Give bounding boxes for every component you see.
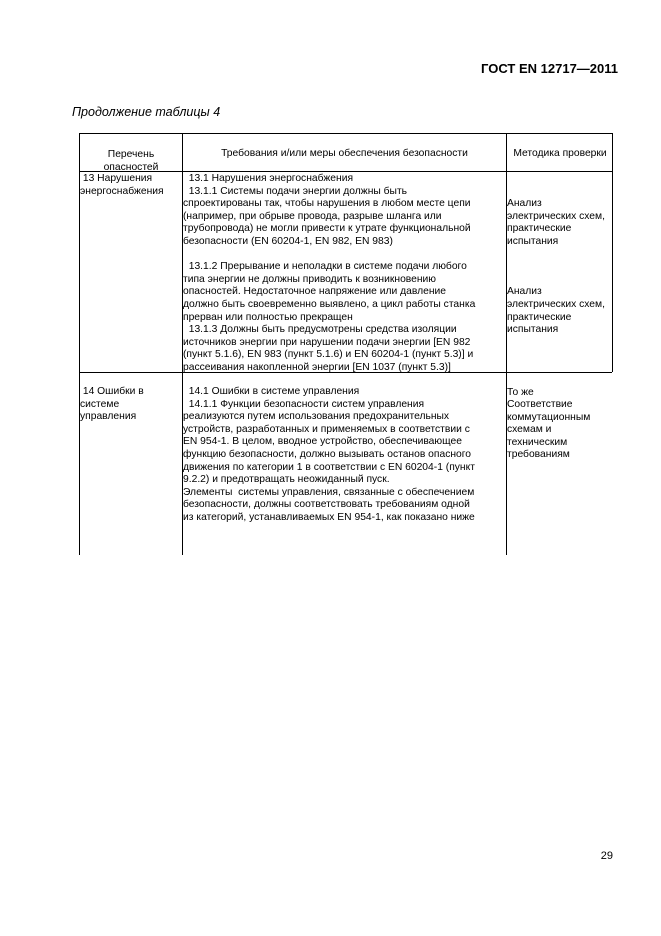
table-row-13-requirements: 13.1 Нарушения энергоснабжения 13.1.1 Системы подачи энергии должны быть спроектированы так, чтобы нарушения в любом месте цепи (например, при обрыве провода, разрыве шланга или трубопровода) не могли привести к утрате функциональной безопасности (EN 60204-1, EN 982, EN 983) 13.1.2 Прерывание и неполадки в системе подачи любого типа энергии не должны приводить к возникновению опасностей. Недостаточное напряжение или давление должно быть своевременно выявлено, а цикл работы станка прерван или полностью прекращен 13.1.3 Должны быть предусмотрены средства изоляции источников энергии при нарушении подачи энергии [EN 982 (пункт 5.1.6), EN 983 (пункт 5.1.6) и EN 60204-1 (пункт 5.3)] и рассеивания накопленной энергии [EN 1037 (пункт 5.3)] bbox=[183, 173, 476, 373]
table-continuation-caption: Продолжение таблицы 4 bbox=[72, 105, 221, 119]
table-row-14-methods: Соответствие коммутационным схемам и техническим требованиям bbox=[507, 399, 591, 461]
table-row-14-requirements: 14.1 Ошибки в системе управления 14.1.1 Функции безопасности систем управления реализуются путем использования предохранительных устройств, разработанных и применяемых в соответствии с EN 954-1. В целом, вводное устройство, обеспечивающее функцию безопасности, должно вызывать останов опасного движения по категории 1 в соответствии с EN 60204-1 (пункт 9.2.2) и предотвращать неожиданный пуск. Элементы системы управления, связанные с обеспечением безопасности, должны соответствовать требованиям одной из категорий, устанавливаемых EN 954-1, как показано ниже bbox=[183, 386, 475, 523]
table-row-13-methods: Анализ электрических схем, практические испытания Анализ электрических схем, практические испытания То же bbox=[507, 198, 605, 399]
table-border-top bbox=[79, 133, 613, 134]
document-code: ГОСТ EN 12717—2011 bbox=[481, 61, 618, 76]
column-header-requirements: Требования и/или меры обеспечения безопасности bbox=[221, 148, 468, 159]
column-header-methods: Методика проверки bbox=[513, 148, 607, 159]
table-row-13-hazard: 13 Нарушения энергоснабжения bbox=[80, 173, 164, 197]
table-border-right bbox=[612, 133, 613, 372]
column-header-hazards: Перечень опасностей bbox=[103, 149, 159, 173]
page-number: 29 bbox=[600, 850, 613, 862]
table-row-14-hazard: 14 Ошибки в системе управления bbox=[80, 386, 144, 423]
requirements-table bbox=[79, 133, 613, 555]
